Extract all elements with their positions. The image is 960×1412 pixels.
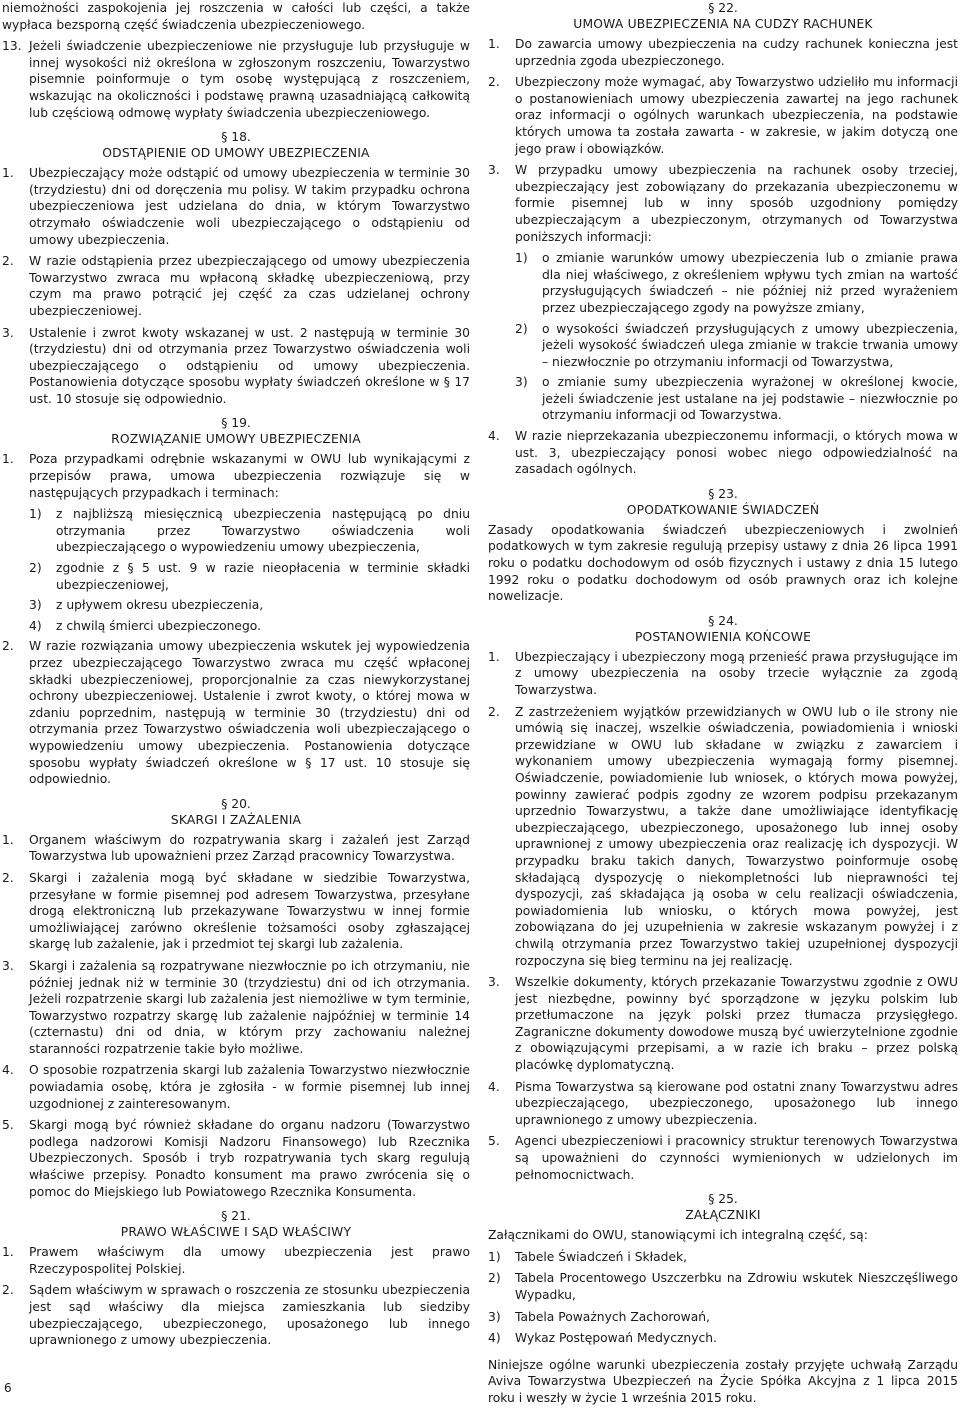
clause-number: 2.: [2, 870, 14, 885]
clause-text: Pisma Towarzystwa są kierowane pod ostatni znany Towarzystwu adres ubezpieczającego, ubezpieczonego, uposażonego lub innego uprawnionego z umowy ubezpieczenia.: [515, 1079, 958, 1127]
section-number: § 23.: [708, 486, 738, 501]
sub-clause-number: 4): [29, 618, 42, 633]
clause-number: 13.: [2, 39, 22, 54]
sub-clause-number: 3): [29, 598, 42, 613]
sub-clause-text: z upływem okresu ubezpieczenia,: [56, 598, 264, 613]
clause-number: 1.: [2, 1245, 14, 1260]
section-21-heading: [2, 1208, 470, 1240]
sub-clause-text: o zmianie warunków umowy ubezpieczenia lub o zmianie prawa dla niej właściwego, z określeniem wpływu tych zmian na wartość przysługujących świadczeń – nie później niż przed wyrażeniem przez ubezpieczającego zgody na powyższe zmiany,: [542, 251, 958, 315]
clause: [2, 325, 470, 408]
clause-number: 3.: [2, 958, 14, 973]
clause-text: Sądem właściwym w sprawach o roszczenia ze stosunku ubezpieczenia jest sąd właściwy dla miejsca zamieszkania lub siedziby ubezpieczającego, ubezpieczonego, uposażonego lub innego uprawnionego z umowy ubezpieczenia.: [29, 1283, 470, 1348]
section-number: § 20.: [221, 796, 251, 811]
section-title: ZAŁĄCZNIKI: [685, 1208, 761, 1223]
section-number: § 21.: [221, 1209, 251, 1224]
sub-clause: [29, 506, 470, 556]
clause: [2, 1062, 470, 1112]
clause-text: Organem właściwym do rozpatrywania skarg i zażaleń jest Zarząd Towarzystwa lub upoważnieni przez Zarząd pracownicy Towarzystwa.: [29, 832, 470, 864]
clause: [2, 832, 470, 865]
clause: [2, 638, 470, 787]
section-19-heading: [2, 415, 470, 447]
clause-text: Wszelkie dokumenty, których przekazanie Towarzystwu zgodnie z OWU jest niezbędne, powinny być sporządzone w języku polskim lub przetłumaczone na język polski przez tłumacza przysięgłego. Zagraniczne dokumenty dowodowe muszą być uwierzytelnione zgodnie z obowiązującymi przepisami, a w razie ich braku – przez polską placówkę dyplomatyczną.: [515, 975, 958, 1073]
sub-clause-number: 1): [515, 251, 528, 266]
clause-number: 2.: [488, 75, 500, 90]
clause: [488, 1079, 958, 1129]
clause: [2, 253, 470, 319]
clause-number: 3.: [488, 975, 500, 990]
sub-clause-text: z najbliższą miesięcznicą ubezpieczenia następującą po dniu otrzymania przez Towarzystwo oświadczenia woli ubezpieczającego o wypowiedzeniu umowy ubezpieczenia,: [56, 507, 470, 555]
section-23-heading: [488, 486, 958, 518]
clause-number: 3.: [488, 163, 500, 178]
clause-number: 2.: [2, 639, 14, 654]
section-title: SKARGI I ZAŻALENIA: [170, 812, 302, 827]
sub-clause-text: z chwilą śmierci ubezpieczonego.: [56, 618, 262, 633]
clause: [488, 649, 958, 699]
clause: [2, 958, 470, 1058]
clause-number: 1.: [2, 832, 14, 847]
intro-paragraph: niemożności zaspokojenia jej roszczenia w całości lub części, a także wypłaca bezsporną część świadczenia ubezpieczeniowego.: [2, 1, 470, 32]
clause-number: 1.: [488, 37, 500, 51]
clause: [488, 974, 958, 1074]
clause: [488, 704, 958, 970]
attachment-number: 1): [488, 1249, 501, 1264]
section-title: OPODATKOWANIE ŚWIADCZEŃ: [626, 502, 820, 517]
clause-text: W razie nieprzekazania ubezpieczonemu informacji, o których mowa w ust. 3, ubezpieczający ponosi wobec niego odpowiedzialność na zasadach ogólnych.: [515, 429, 958, 477]
clause-number: 5.: [488, 1134, 500, 1149]
sub-clause-text: o wysokości świadczeń przysługujących z umowy ubezpieczenia, jeżeli wysokość świadczeń ulega zmianie w trakcie trwania umowy – niezwłocznie po otrzymaniu informacji od Towarzystwa,: [542, 321, 958, 369]
section-22-heading: [488, 0, 958, 32]
clause-number: 1.: [488, 649, 500, 664]
section-title: UMOWA UBEZPIECZENIA NA CUDZY RACHUNEK: [573, 17, 873, 31]
clause-number: 4.: [488, 1079, 500, 1094]
clause-text: Poza przypadkami odrębnie wskazanymi w OWU lub wynikającymi z przepisów prawa, umowa ubezpieczenia rozwiązuje się w następujących przypadkach i terminach:: [29, 452, 470, 500]
clause: [488, 428, 958, 478]
attachment-text: Wykaz Postępowań Medycznych.: [515, 1331, 717, 1346]
clause: [488, 1133, 958, 1183]
clause-number: 1.: [2, 452, 14, 467]
clause-number: 5.: [2, 1118, 14, 1133]
clause-text: W przypadku umowy ubezpieczenia na rachunek osoby trzeciej, ubezpieczający jest zobowiązany do przekazania ubezpieczonemu w formie pisemnej lub w inny sposób uzgodniony pomiędzy ubezpieczającym a ubezpieczonym, otrzymanych od Towarzystwa poniższych informacji:: [515, 163, 958, 244]
clause-text: Prawem właściwym dla umowy ubezpieczenia jest prawo Rzeczypospolitej Polskiej.: [29, 1245, 470, 1276]
section-title: PRAWO WŁAŚCIWE I SĄD WŁAŚCIWY: [120, 1225, 352, 1240]
left-column: [2, 0, 470, 1354]
closing-paragraph: Niniejsze ogólne warunki ubezpieczenia zostały przyjęte uchwałą Zarządu Aviva Towarzystwa Ubezpieczeń na Życie Spółka Akcyjna z 1 lipca 2015 roku i weszły w życie 1 września 2015 roku.: [488, 1357, 958, 1405]
clause-number: 2.: [488, 704, 500, 719]
clause: [2, 1117, 470, 1200]
attachment-item: [488, 1249, 958, 1266]
clause-text: Ubezpieczający może odstąpić od umowy ubezpieczenia w terminie 30 (trzydziestu) dni od doręczenia mu polisy. W takim przypadku ochrona ubezpieczeniowa jest udzielana do dnia, w którym Towarzystwo otrzymało oświadczenie woli ubezpieczającego o odstąpieniu od umowy ubezpieczenia.: [29, 166, 470, 247]
clause-number: 4.: [488, 429, 500, 444]
section-24-heading: [488, 613, 958, 645]
section-title: POSTANOWIENIA KOŃCOWE: [634, 629, 812, 644]
clause-number: 2.: [2, 1283, 14, 1298]
clause-text: W razie rozwiązania umowy ubezpieczenia wskutek jej wypowiedzenia przez ubezpieczającego Towarzystwo zwraca mu część wpłaconej składki ubezpieczeniowej, proporcjonalnie za czas niewykorzystanej ochrony ubezpieczeniowej. Ustalenie i zwrot kwoty, o której mowa w zdaniu poprzednim, następują w terminie 30 (trzydziestu) dni od otrzymania przez Towarzystwo oświadczenia woli ubezpieczającego o wypowiedzeniu umowy ubezpieczenia. Postanowienia dotyczące sposobu wypłaty świadczeń określone w § 17 ust. 10 stosuje się odpowiednio.: [29, 639, 470, 787]
attachment-number: 4): [488, 1331, 501, 1346]
clause-text: Ustalenie i zwrot kwoty wskazanej w ust. 2 następują w terminie 30 (trzydziestu) dni od otrzymania przez Towarzystwo oświadczenia woli ubezpieczającego o odstąpieniu od umowy ubezpieczenia. Postanowienia dotyczące sposobu wypłaty świadczeń określone w § 17 ust. 10 stosuje się odpowiednio.: [29, 325, 470, 406]
clause-13: [2, 38, 470, 121]
sub-clause-text: o zmianie sumy ubezpieczenia wyrażonej w określonej kwocie, jeżeli świadczenie jest ustalane na jej podstawie – niezwłocznie po otrzymaniu informacji od Towarzystwa.: [542, 375, 958, 423]
sub-clause: [29, 597, 470, 614]
section-number: § 25.: [708, 1192, 738, 1207]
clause-number: 3.: [2, 325, 14, 340]
clause: [2, 1282, 470, 1348]
clause-text: Do zawarcia umowy ubezpieczenia na cudzy rachunek konieczna jest uprzednia zgoda ubezpieczonego.: [515, 37, 958, 68]
section-title: ROZWIĄZANIE UMOWY UBEZPIECZENIA: [111, 432, 361, 447]
section-25-heading: [488, 1191, 958, 1223]
page-number: 6: [4, 1381, 12, 1395]
clause-text: Skargi i zażalenia są rozpatrywane niezwłocznie po ich otrzymaniu, nie później jednak niż w terminie 30 (trzydziestu) dni od ich otrzymania. Jeżeli rozpatrzenie skargi lub zażalenia jest niemożliwe w tym terminie, Towarzystwo rozpatrzy skargę lub zażalenie najpóźniej w terminie 14 (czternastu) dni od dnia, w którym przy zachowaniu należnej staranności rozpatrzenie takie było możliwe.: [29, 958, 470, 1056]
clause: [488, 74, 958, 157]
attachment-item: [488, 1309, 958, 1326]
clause: [2, 165, 470, 248]
clause-text: Agenci ubezpieczeniowi i pracownicy struktur terenowych Towarzystwa są upoważnieni do czynności wymienionych w udzielonych im pełnomocnictwach.: [515, 1134, 958, 1182]
clause-text: Ubezpieczony może wymagać, aby Towarzystwo udzieliło mu informacji o postanowieniach umowy ubezpieczenia zawartej na jego rachunek oraz informacji o ogólnych warunkach ubezpieczenia, na podstawie których umowa ta została zawarta - w zakresie, w jakim dotyczą one jego praw i obowiązków.: [515, 75, 958, 156]
clause-text: Skargi i zażalenia mogą być składane w siedzibie Towarzystwa, przesyłane w formie pisemnej pod adresem Towarzystwa, przesyłane drogą elektroniczną lub przekazywane Towarzystwu w innej formie umożliwiającej zarówno określenie tożsamości osoby zgłaszającej skargę lub zażalenie, jak i przedmiot tej skargi lub zażalenia.: [29, 870, 470, 952]
attachment-item: [488, 1330, 958, 1347]
section-18-heading: [2, 129, 470, 161]
clause-text: Z zastrzeżeniem wyjątków przewidzianych w OWU lub o ile strony nie umówią się inaczej, wszelkie oświadczenia, powiadomienia i wnioski przewidziane w OWU lub składane w związku z zawarciem i wykonaniem umowy ubezpieczenia wymagają formy pisemnej. Oświadczenie, powiadomienie lub wniosek, o których mowa powyżej, powinny zawierać podpis zgodny ze wzorem podpisu przekazanym uprzednio Towarzystwu, a także dane umożliwiające identyfikację ubezpieczającego, ubezpieczonego, uposażonego lub innej osoby uprawnionej z umowy ubezpieczenia oraz realizację ich dyspozycji. W przypadku braku takich danych, Towarzystwo poinformuje osobę składającą dyspozycję o niekompletności lub nieprawności tej dyspozycji, zaś składająca ją osoba w celu realizacji oświadczenia, powiadomienia lub wniosku, o których mowa powyżej, jest zobowiązana do jej uzupełnienia w zakresie wskazanym powyżej i z chwilą otrzymania przez Towarzystwo takiej uzupełnionej dyspozycji rozpoczyna się bieg terminu na jej realizację.: [515, 704, 958, 968]
section-number: § 18.: [221, 130, 251, 145]
sub-clause-number: 3): [515, 375, 528, 390]
sub-clause-number: 2): [515, 321, 528, 336]
sub-clause: [29, 618, 470, 635]
clause-number: 2.: [2, 254, 14, 269]
attachment-text: Tabela Procentowego Uszczerbku na Zdrowiu wskutek Nieszczęśliwego Wypadku,: [515, 1271, 958, 1302]
clause: [488, 36, 958, 69]
clause-text: Jeżeli świadczenie ubezpieczeniowe nie przysługuje lub przysługuje w innej wysokości niż określona w zgłoszonym roszczeniu, Towarzystwo pisemnie poinformuje o tym osobę występującą z roszczeniem, wskazując na okoliczności i podstawę prawną uzasadniającą całkowitą lub częściową odmowę wypłaty świadczenia ubezpieczeniowego.: [29, 39, 470, 120]
sub-clause: [29, 560, 470, 593]
attachment-text: Tabela Poważnych Zachorowań,: [515, 1309, 710, 1324]
section-number: § 19.: [221, 416, 251, 431]
clause: [2, 1244, 470, 1277]
clause-text: Ubezpieczający i ubezpieczony mogą przenieść prawa przysługujące im z umowy ubezpieczenia na osoby trzecie wyłącznie za zgodą Towarzystwa.: [515, 649, 958, 697]
section-title: ODSTĄPIENIE OD UMOWY UBEZPIECZENIA: [102, 146, 370, 161]
clause-number: 1.: [2, 166, 14, 181]
section-number: § 24.: [708, 613, 738, 628]
sub-clause-number: 2): [29, 561, 42, 576]
clause: [2, 870, 470, 953]
attachment-text: Tabele Świadczeń i Składek,: [515, 1249, 688, 1264]
clause-text: Skargi mogą być również składane do organu nadzoru (Towarzystwo podlega nadzorowi Komisji Nadzoru Finansowego) lub Rzecznika Ubezpieczonych. Sposób i tryb rozpatrywania tych skarg regulują właściwe przepisy. Ponadto konsument ma prawo zwrócenia się o pomoc do Miejskiego lub Powiatowego Rzecznika Konsumenta.: [29, 1118, 470, 1199]
attachment-number: 2): [488, 1271, 501, 1286]
sub-clause-number: 1): [29, 507, 42, 522]
attachment-number: 3): [488, 1309, 501, 1324]
sub-clause-text: zgodnie z § 5 ust. 9 w razie nieopłacenia w terminie składki ubezpieczeniowej,: [56, 561, 470, 592]
attachments-intro: Załącznikami do OWU, stanowiącymi ich integralną część, są:: [488, 1228, 868, 1243]
section-number: § 22.: [708, 1, 738, 15]
clause-text: W razie odstąpienia przez ubezpieczającego od umowy ubezpieczenia Towarzystwo zwraca mu wpłaconą składkę ubezpieczeniową, przy czym ma prawo potrącić jej część za czas udzielanej ochrony ubezpieczeniowej.: [29, 254, 470, 318]
sub-clause: [515, 374, 958, 424]
attachment-item: [488, 1270, 958, 1303]
section-20-heading: [2, 796, 470, 828]
right-column: [488, 0, 958, 1412]
clause-text: O sposobie rozpatrzenia skargi lub zażalenia Towarzystwo niezwłocznie powiadamia osobę, która je zgłosiła - w formie pisemnej lub innej uzgodnionej z zainteresowanym.: [29, 1063, 470, 1111]
clause: [488, 162, 958, 245]
sub-clause: [515, 250, 958, 316]
clause-number: 4.: [2, 1063, 14, 1078]
clause: [2, 451, 470, 501]
sub-clause: [515, 321, 958, 371]
section-paragraph: Zasady opodatkowania świadczeń ubezpieczeniowych i zwolnień podatkowych w tym zakresie regulują przepisy ustawy z dnia 26 lipca 1991 roku o podatku dochodowym od osób fizycznych i ustawy z dnia 15 lutego 1992 roku o podatku dochodowym od osób prawnych oraz ich kolejne nowelizacje.: [488, 522, 958, 604]
